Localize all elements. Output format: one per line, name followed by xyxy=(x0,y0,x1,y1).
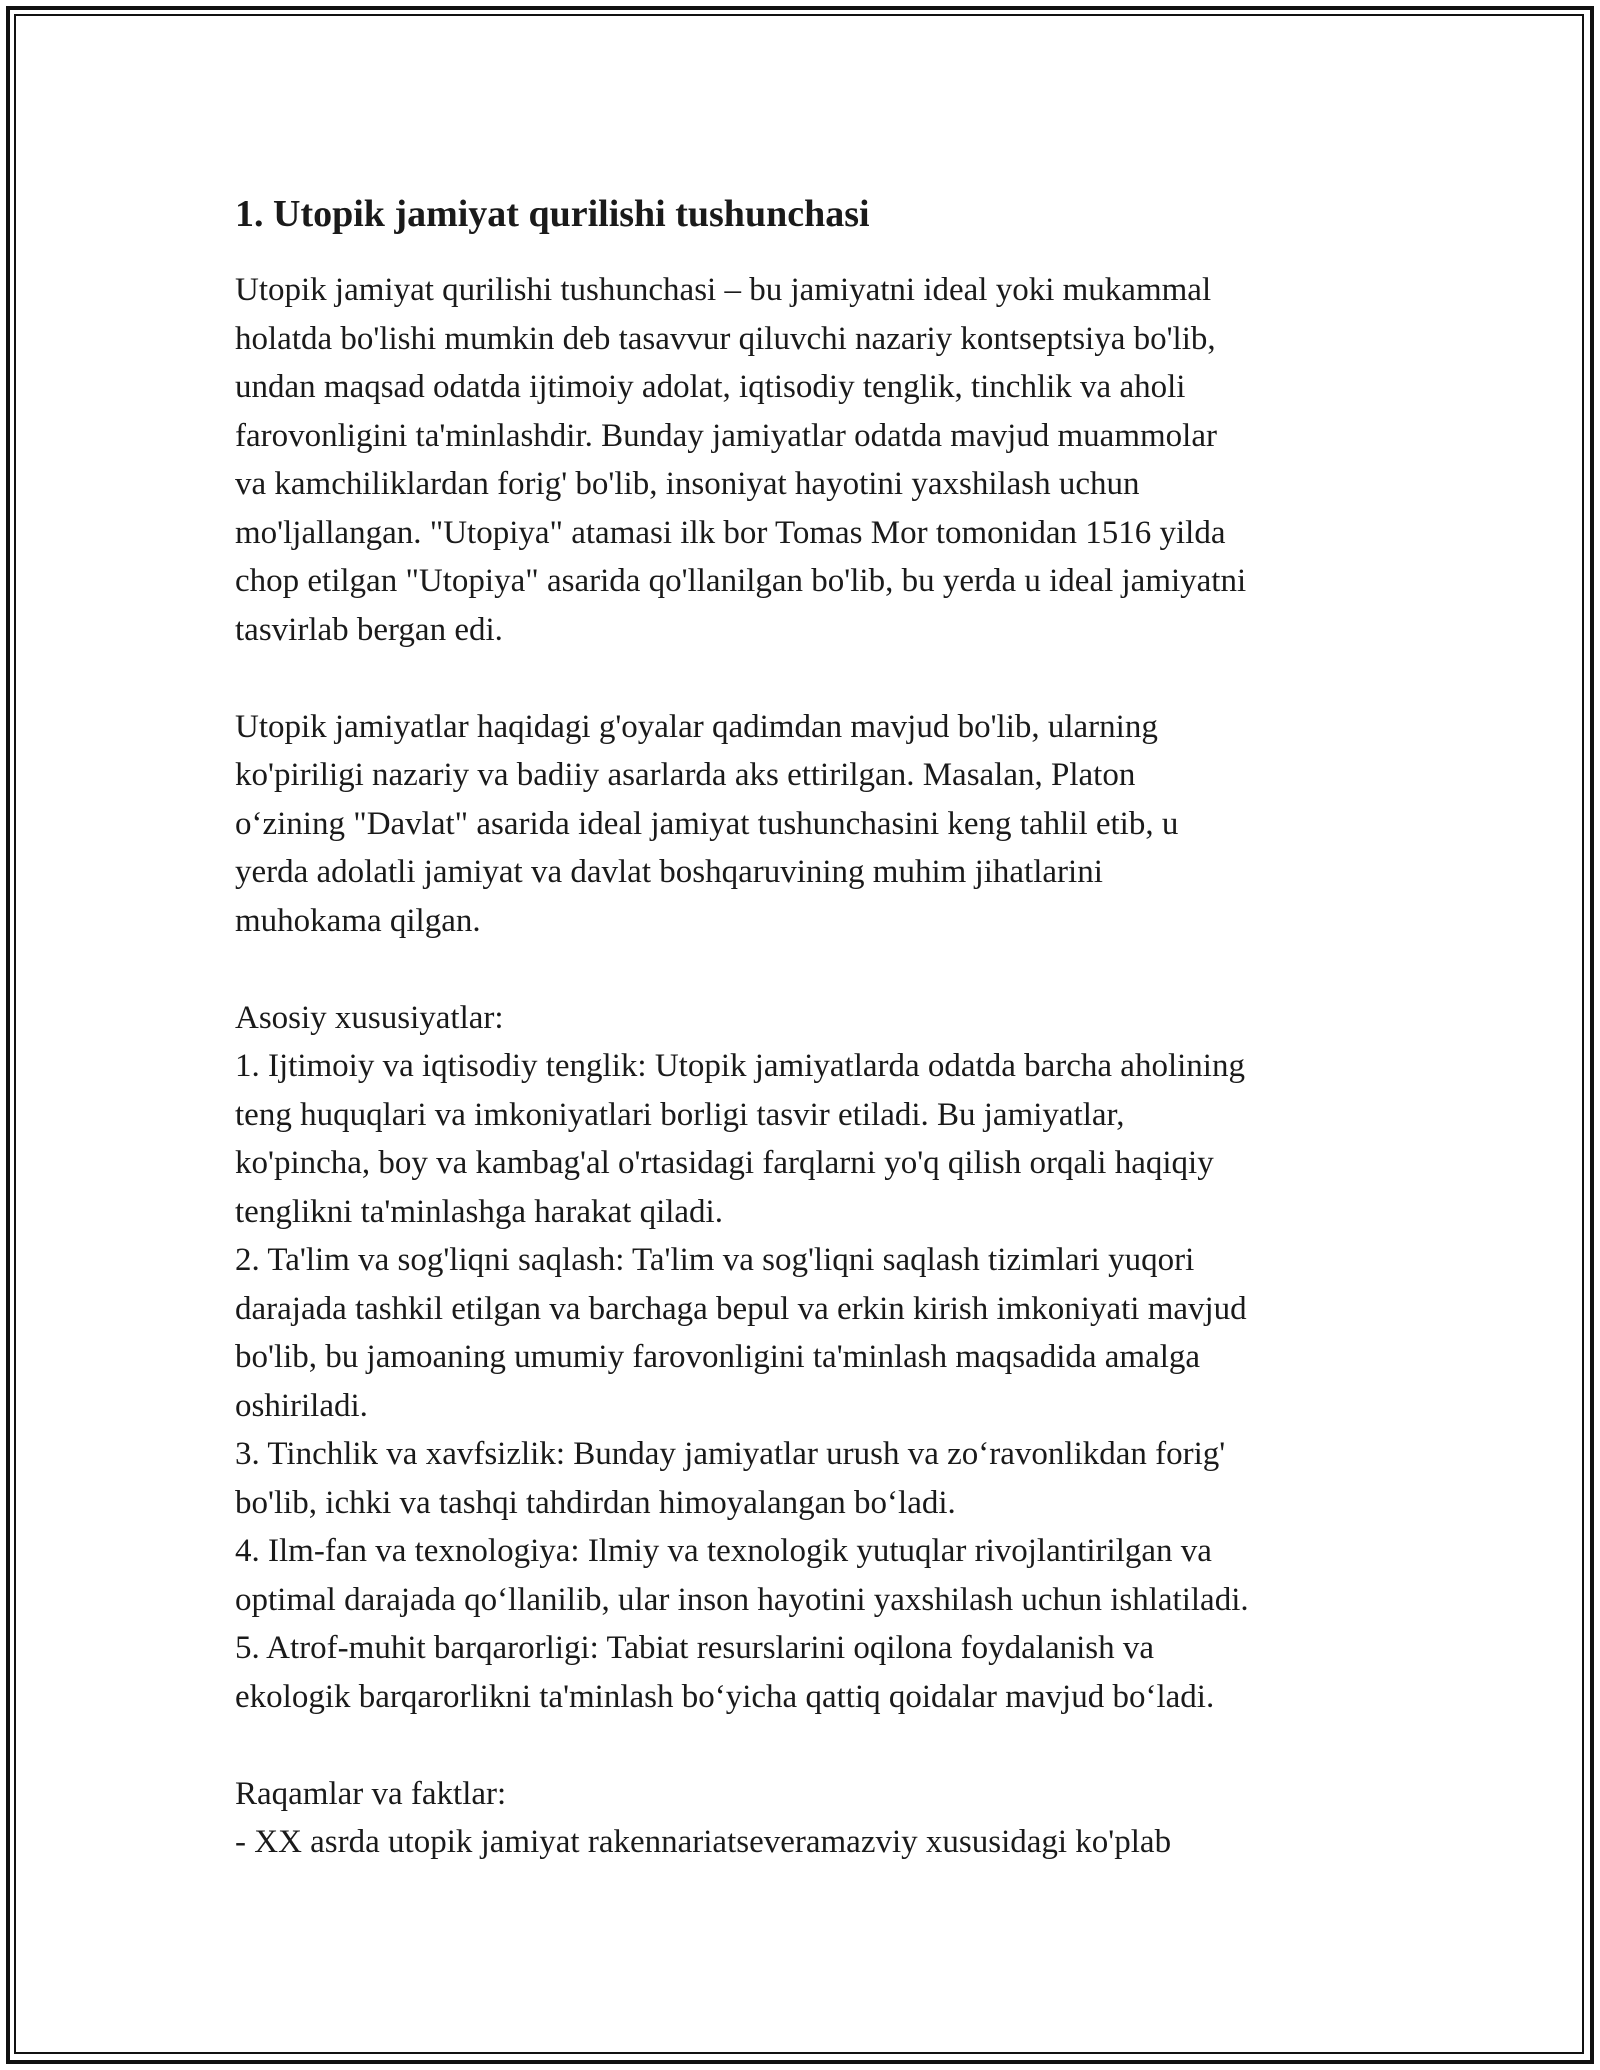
text-line: ekologik barqarorlikni ta'minlash bo‘yicha qattiq qoidalar mavjud bo‘ladi. xyxy=(235,1678,1215,1715)
document-body xyxy=(235,186,1385,1867)
text-line: - XX asrda utopik jamiyat rakennariatseveramazviy xususidagi ko'plab xyxy=(235,1824,1172,1860)
paragraph-gap xyxy=(235,945,1385,994)
text-line: 4. Ilm-fan va texnologiya: Ilmiy va texnologik yutuqlar rivojlantirilgan va xyxy=(235,1533,1212,1569)
text-line: farovonligini ta'minlashdir. Bunday jamiyatlar odatda mavjud muammolar xyxy=(235,417,1217,454)
facts-label: Raqamlar va faktlar: xyxy=(235,1775,507,1812)
text-line: 1. Ijtimoiy va iqtisodiy tenglik: Utopik jamiyatlarda odatda barcha aholining xyxy=(235,1048,1245,1084)
text-line: va kamchiliklardan forig' bo'lib, insoniyat hayotini yaxshilash uchun xyxy=(235,466,1140,502)
paragraph-intro xyxy=(235,266,1385,654)
text-line: ko'pincha, boy va kambag'al o'rtasidagi farqlarni yo'q qilish orqali haqiqiy xyxy=(235,1145,1214,1181)
paragraph-facts xyxy=(235,1770,1385,1867)
text-line: bo'lib, ichki va tashqi tahdirdan himoyalangan bo‘ladi. xyxy=(235,1484,956,1521)
section-heading: 1. Utopik jamiyat qurilishi tushunchasi xyxy=(235,193,870,235)
text-line: yerda adolatli jamiyat va davlat boshqaruvining muhim jihatlarini xyxy=(235,854,1103,890)
text-line: mo'ljallangan. "Utopiya" atamasi ilk bor Tomas Mor tomonidan 1516 yilda xyxy=(235,514,1226,551)
text-line: ko'piriligi nazariy va badiiy asarlarda aks ettirilgan. Masalan, Platon xyxy=(235,757,1136,793)
text-line: chop etilgan "Utopiya" asarida qo'llanilgan bo'lib, bu yerda u ideal jamiyatni xyxy=(235,563,1247,599)
text-line: o‘zining "Davlat" asarida ideal jamiyat tushunchasini keng tahlil etib, u xyxy=(235,805,1179,842)
text-line: holatda bo'lishi mumkin deb tasavvur qiluvchi nazariy kontseptsiya bo'lib, xyxy=(235,320,1216,357)
text-line: darajada tashkil etilgan va barchaga bepul va erkin kirish imkoniyati mavjud xyxy=(235,1290,1247,1327)
text-line: oshiriladi. xyxy=(235,1387,368,1424)
paragraph-gap xyxy=(235,1721,1385,1770)
text-line: 2. Ta'lim va sog'liqni saqlash: Ta'lim va sog'liqni saqlash tizimlari yuqori xyxy=(235,1242,1195,1278)
text-line: 3. Tinchlik va xavfsizlik: Bunday jamiyatlar urush va zo‘ravonlikdan forig' xyxy=(235,1436,1226,1472)
paragraph-gap xyxy=(235,654,1385,703)
paragraph-features xyxy=(235,994,1385,1722)
paragraph-history xyxy=(235,703,1385,946)
text-line: optimal darajada qo‘llanilib, ular inson hayotini yaxshilash uchun ishlatiladi. xyxy=(235,1581,1249,1618)
text-line: Utopik jamiyat qurilishi tushunchasi – bu jamiyatni ideal yoki mukammal xyxy=(235,272,1212,308)
text-line: undan maqsad odatda ijtimoiy adolat, iqtisodiy tenglik, tinchlik va aholi xyxy=(235,369,1186,405)
text-line: bo'lib, bu jamoaning umumiy farovonligini ta'minlash maqsadida amalga xyxy=(235,1339,1201,1375)
text-line: muhokama qilgan. xyxy=(235,902,481,939)
text-line: tenglikni ta'minlashga harakat qiladi. xyxy=(235,1193,723,1230)
text-line: tasvirlab bergan edi. xyxy=(235,611,503,648)
text-line: Utopik jamiyatlar haqidagi g'oyalar qadimdan mavjud bo'lib, ularning xyxy=(235,708,1158,745)
text-line: 5. Atrof-muhit barqarorligi: Tabiat resurslarini oqilona foydalanish va xyxy=(235,1630,1155,1666)
text-line: teng huquqlari va imkoniyatlari borligi tasvir etiladi. Bu jamiyatlar, xyxy=(235,1096,1125,1133)
features-label: Asosiy xususiyatlar: xyxy=(235,999,504,1036)
